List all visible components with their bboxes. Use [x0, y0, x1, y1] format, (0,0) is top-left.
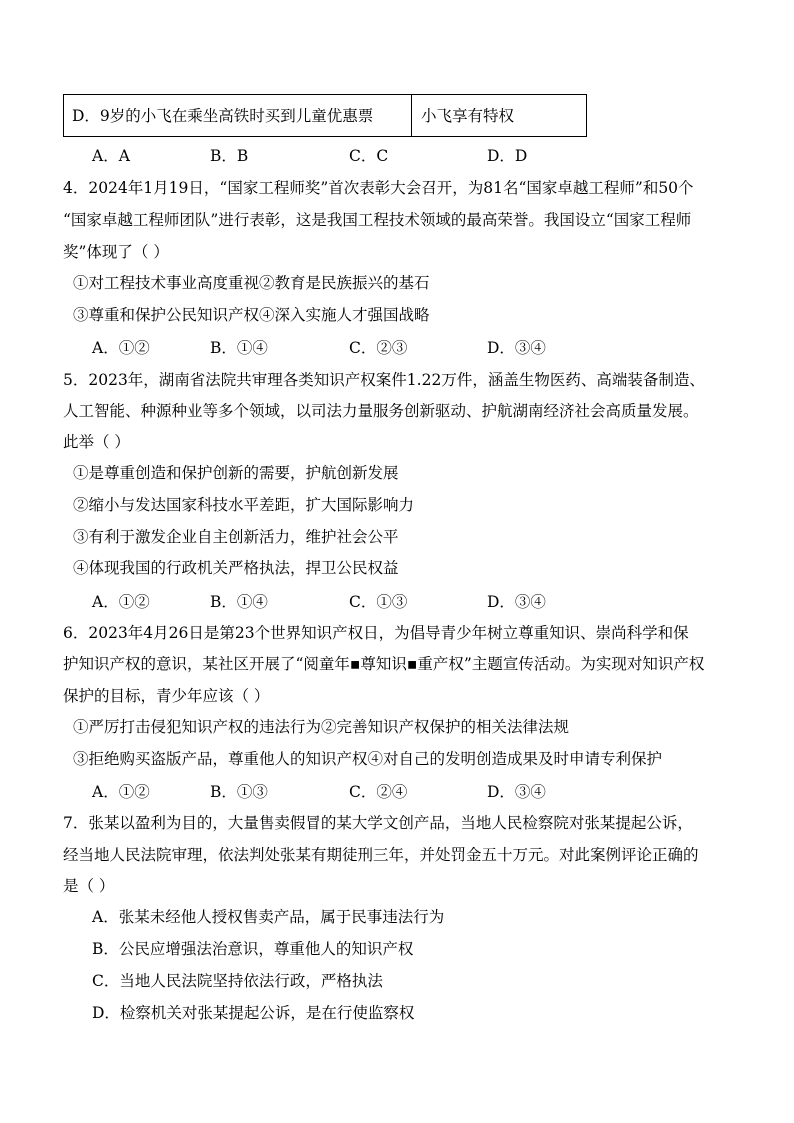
q5-option-c[interactable]: C．①③ — [349, 593, 408, 611]
question-3-table — [63, 94, 587, 137]
q6-stem-line-3: 保护的目标，青少年应该（ ） — [63, 687, 270, 705]
q6-option-a[interactable]: A．①② — [92, 783, 150, 801]
table-divider — [411, 95, 412, 136]
table-cell-left: D．9岁的小飞在乘坐高铁时买到儿童优惠票 — [72, 107, 374, 125]
q7-stem-line-3: 是（ ） — [63, 877, 115, 895]
q6-stem-line-2: 护知识产权的意识，某社区开展了“阅童年▪尊知识▪重产权”主题宣传活动。为实现对知识产权 — [63, 655, 705, 673]
q5-statement-2: ②缩小与发达国家科技水平差距，扩大国际影响力 — [73, 496, 415, 514]
q4-stem-line-3: 奖”体现了（ ） — [63, 243, 169, 261]
q6-stem-line-1: 6．2023年4月26日是第23个世界知识产权日，为倡导青少年树立尊重知识、崇尚科学和保 — [63, 624, 689, 642]
q7-stem-line-1: 7．张某以盈利为目的，大量售卖假冒的某大学文创产品，当地人民检察院对张某提起公诉， — [63, 814, 693, 832]
q4-option-d[interactable]: D．③④ — [487, 339, 546, 357]
q5-option-b[interactable]: B．①④ — [210, 593, 268, 611]
q5-stem-line-1: 5．2023年，湖南省法院共审理各类知识产权案件1.22万件，涵盖生物医药、高端装备制造、 — [63, 371, 705, 389]
q3-option-a[interactable]: A．A — [92, 147, 130, 165]
q4-stem-line-2: “国家卓越工程师团队”进行表彰，这是我国工程技术领域的最高荣誉。我国设立“国家工程师 — [63, 211, 692, 229]
q5-statement-4: ④体现我国的行政机关严格执法，捍卫公民权益 — [73, 559, 399, 577]
q3-option-c[interactable]: C．C — [349, 147, 389, 165]
table-cell-right: 小飞享有特权 — [421, 107, 515, 125]
q3-option-b[interactable]: B．B — [210, 147, 249, 165]
q5-statement-1: ①是尊重创造和保护创新的需要，护航创新发展 — [73, 464, 399, 482]
q6-statement-2: ③拒绝购买盗版产品，尊重他人的知识产权④对自己的发明创造成果及时申请专利保护 — [73, 750, 663, 768]
q6-option-b[interactable]: B．①③ — [210, 783, 268, 801]
q3-option-d[interactable]: D．D — [487, 147, 528, 165]
q5-stem-line-3: 此举（ ） — [63, 433, 130, 451]
q5-stem-line-2: 人工智能、种源种业等多个领域，以司法力量服务创新驱动、护航湖南经济社会高质量发展。 — [63, 402, 699, 420]
q5-option-a[interactable]: A．①② — [92, 593, 150, 611]
q5-option-d[interactable]: D．③④ — [487, 593, 546, 611]
q4-statement-1: ①对工程技术事业高度重视②教育是民族振兴的基石 — [73, 274, 430, 292]
q6-option-c[interactable]: C．②④ — [349, 783, 408, 801]
q7-option-b[interactable]: B．公民应增强法治意识，尊重他人的知识产权 — [92, 940, 414, 958]
q7-option-d[interactable]: D．检察机关对张某提起公诉，是在行使监察权 — [92, 1004, 415, 1022]
q4-option-b[interactable]: B．①④ — [210, 339, 268, 357]
q7-stem-line-2: 经当地人民法院审理，依法判处张某有期徒刑三年，并处罚金五十万元。对此案例评论正确的 — [63, 846, 699, 864]
q4-option-c[interactable]: C．②③ — [349, 339, 408, 357]
q6-option-d[interactable]: D．③④ — [487, 783, 546, 801]
q7-option-a[interactable]: A．张某未经他人授权售卖产品，属于民事违法行为 — [92, 908, 445, 926]
q4-statement-2: ③尊重和保护公民知识产权④深入实施人才强国战略 — [73, 306, 430, 324]
q4-option-a[interactable]: A．①② — [92, 339, 150, 357]
q4-stem-line-1: 4．2024年1月19日，“国家工程师奖”首次表彰大会召开，为81名“国家卓越工程师”和50个 — [63, 179, 694, 197]
q5-statement-3: ③有利于激发企业自主创新活力，维护社会公平 — [73, 528, 399, 546]
q7-option-c[interactable]: C．当地人民法院坚持依法行政，严格执法 — [92, 972, 383, 990]
q6-statement-1: ①严厉打击侵犯知识产权的违法行为②完善知识产权保护的相关法律法规 — [73, 718, 570, 736]
